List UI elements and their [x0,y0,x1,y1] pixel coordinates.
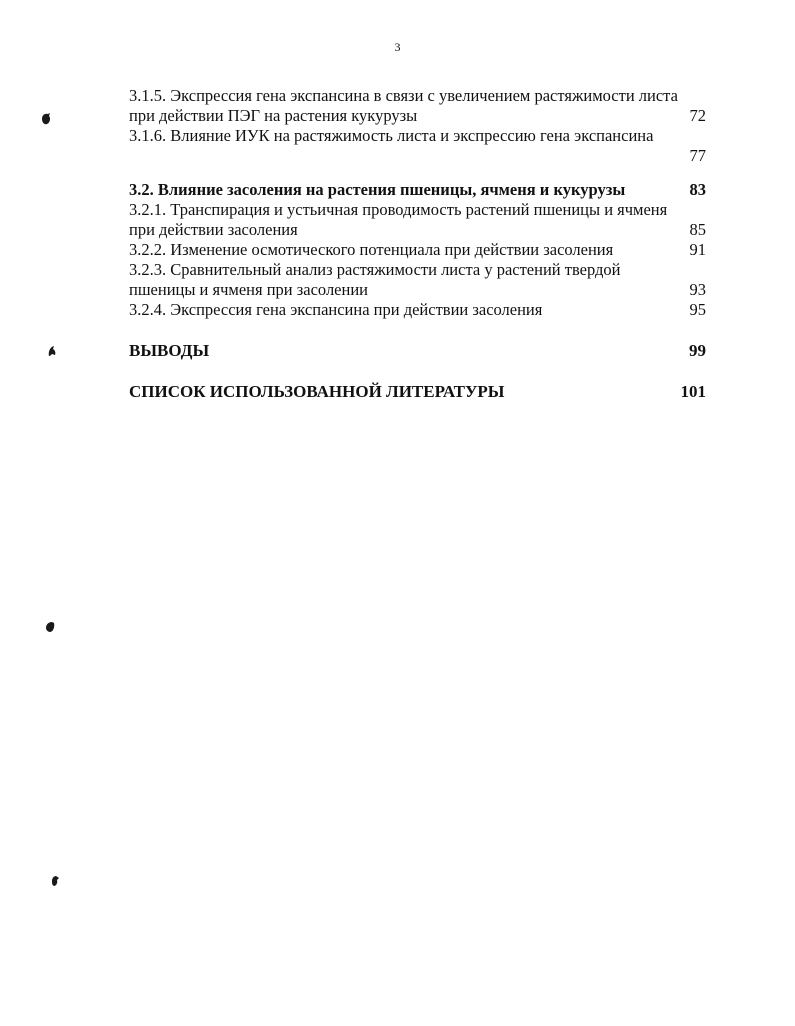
toc-entry-3-2-1-cont [129,220,706,240]
toc-entry-3-2-1 [129,200,706,220]
scan-mark-icon [46,344,58,358]
toc-entry-title: при действии ПЭГ на растения кукурузы [129,106,418,125]
toc-entry-3-1-5 [129,86,706,106]
toc-page-number: 91 [689,240,706,259]
toc-entry-3-2-3-cont [129,280,706,300]
toc-entry-3-1-5-cont [129,106,706,126]
toc-entry-title: пшеницы и ячменя при засолении [129,280,368,299]
toc-entry-3-2-2 [129,240,706,260]
toc-page-number: 93 [689,280,706,299]
toc-entry-title: 3.1.5. Экспрессия гена экспансина в связи с увеличением растяжимости листа [129,86,678,105]
toc-entry-title: 3.2.4. Экспрессия гена экспансина при действии засоления [129,300,543,319]
toc-entry-title: 3.2. Влияние засоления на растения пшеницы, ячменя и кукурузы [129,180,626,199]
toc-page-number: 95 [689,300,706,319]
toc-entry-3-2-3 [129,260,706,280]
scan-mark-icon [40,112,52,126]
toc-page-number: 77 [689,146,706,165]
toc-entry-title: 3.1.6. Влияние ИУК на растяжимость листа и экспрессию гена экспансина [129,126,654,145]
toc-entry-title: 3.2.3. Сравнительный анализ растяжимости листа у растений твердой [129,260,621,279]
toc-entry-3-1-6-cont [129,146,706,166]
toc-page-number: 99 [689,341,706,360]
toc-entry-title: ВЫВОДЫ [129,341,210,360]
toc-entry-title: при действии засоления [129,220,298,239]
toc-entry-3-2-4 [129,300,706,320]
scan-mark-icon [49,874,61,888]
toc-page-number: 72 [689,106,706,125]
toc-entry-title: 3.2.1. Транспирация и устьичная проводимость растений пшеницы и ячменя [129,200,668,219]
toc-entry-3-1-6 [129,126,706,146]
toc-entry-title: СПИСОК ИСПОЛЬЗОВАННОЙ ЛИТЕРАТУРЫ [129,382,505,401]
toc-entry-title: 3.2.2. Изменение осмотического потенциала при действии засоления [129,240,614,259]
page-number: 3 [394,40,401,54]
toc-entry-references [129,382,706,402]
toc-entry-conclusions [129,341,706,361]
scan-mark-icon [44,620,56,634]
toc-entry-3-2 [129,180,706,200]
toc-page-number: 83 [689,180,706,199]
toc-page-number: 85 [689,220,706,239]
toc-page-number: 101 [680,382,706,401]
